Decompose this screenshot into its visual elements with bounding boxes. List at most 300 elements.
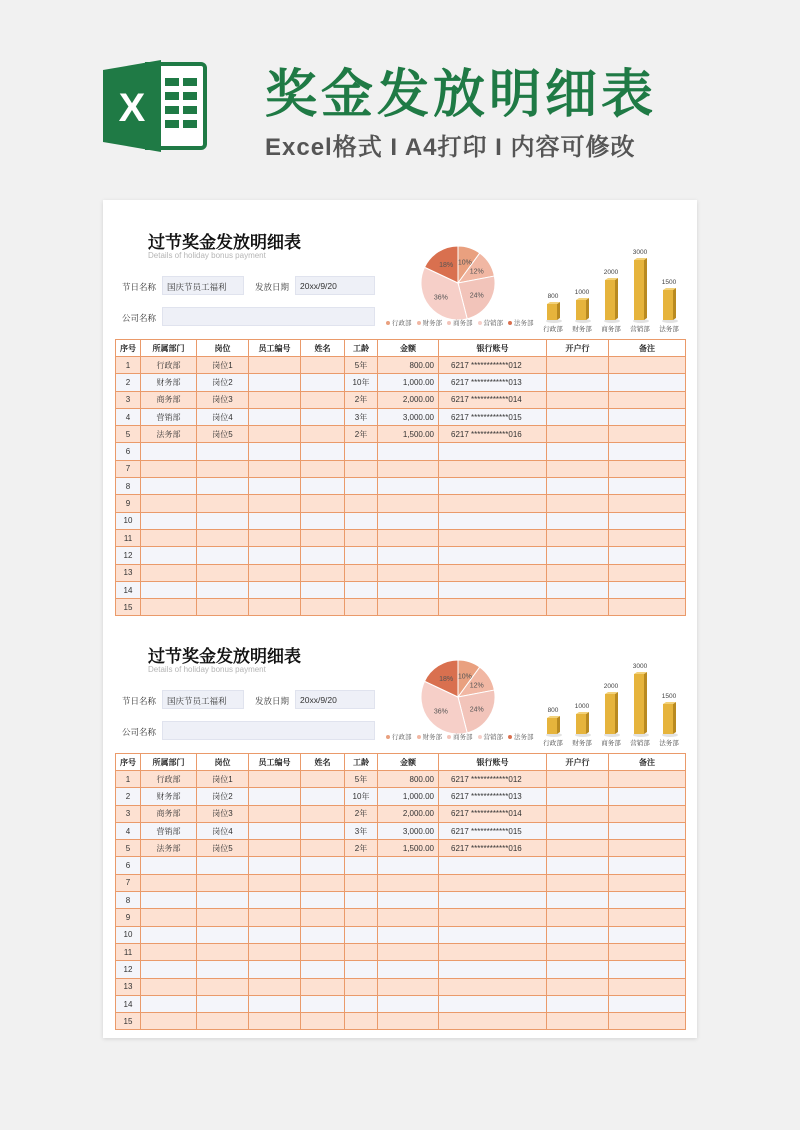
table-cell[interactable] — [249, 495, 301, 512]
table-cell[interactable]: 10年 — [345, 374, 378, 391]
table-cell[interactable]: 4 — [116, 408, 141, 425]
table-cell[interactable] — [345, 599, 378, 616]
table-cell[interactable]: 行政部 — [141, 357, 197, 374]
table-cell[interactable] — [249, 529, 301, 546]
table-cell[interactable]: 2年 — [345, 426, 378, 443]
table-cell[interactable] — [197, 478, 249, 495]
table-cell[interactable]: 13 — [116, 564, 141, 581]
table-cell[interactable] — [547, 788, 609, 805]
table-cell[interactable]: 2 — [116, 788, 141, 805]
table-cell[interactable] — [609, 978, 686, 995]
table-cell[interactable] — [345, 874, 378, 891]
table-cell[interactable]: 法务部 — [141, 426, 197, 443]
table-cell[interactable]: 6217 ************012 — [439, 771, 547, 788]
table-cell[interactable] — [547, 943, 609, 960]
table-cell[interactable] — [249, 599, 301, 616]
table-cell[interactable] — [249, 926, 301, 943]
table-cell[interactable]: 8 — [116, 892, 141, 909]
table-cell[interactable] — [301, 909, 345, 926]
table-cell[interactable] — [141, 909, 197, 926]
table-cell[interactable]: 岗位2 — [197, 374, 249, 391]
table-cell[interactable] — [378, 961, 439, 978]
table-cell[interactable] — [345, 581, 378, 598]
table-cell[interactable] — [197, 460, 249, 477]
table-cell[interactable] — [439, 926, 547, 943]
table-cell[interactable]: 11 — [116, 529, 141, 546]
table-cell[interactable] — [547, 495, 609, 512]
table-cell[interactable] — [301, 374, 345, 391]
table-cell[interactable] — [345, 529, 378, 546]
table-cell[interactable] — [609, 581, 686, 598]
table-cell[interactable] — [249, 874, 301, 891]
table-cell[interactable] — [249, 857, 301, 874]
table-cell[interactable] — [345, 857, 378, 874]
table-cell[interactable] — [301, 547, 345, 564]
table-cell[interactable]: 2年 — [345, 840, 378, 857]
table-cell[interactable] — [609, 391, 686, 408]
table-cell[interactable]: 岗位4 — [197, 822, 249, 839]
table-cell[interactable] — [609, 443, 686, 460]
table-cell[interactable] — [301, 581, 345, 598]
table-cell[interactable] — [301, 995, 345, 1012]
table-cell[interactable] — [249, 391, 301, 408]
table-cell[interactable]: 6 — [116, 857, 141, 874]
table-cell[interactable] — [609, 840, 686, 857]
table-cell[interactable] — [547, 374, 609, 391]
table-cell[interactable] — [249, 426, 301, 443]
festival-field[interactable]: 国庆节员工福利 — [162, 690, 244, 709]
table-cell[interactable] — [547, 857, 609, 874]
table-cell[interactable] — [547, 771, 609, 788]
table-cell[interactable] — [378, 1013, 439, 1030]
table-cell[interactable] — [345, 978, 378, 995]
table-cell[interactable] — [439, 892, 547, 909]
table-cell[interactable]: 3 — [116, 391, 141, 408]
table-cell[interactable]: 800.00 — [378, 771, 439, 788]
table-cell[interactable] — [345, 495, 378, 512]
table-cell[interactable] — [547, 599, 609, 616]
table-cell[interactable] — [141, 892, 197, 909]
table-cell[interactable] — [439, 978, 547, 995]
table-cell[interactable] — [378, 512, 439, 529]
table-cell[interactable] — [141, 478, 197, 495]
table-cell[interactable] — [197, 961, 249, 978]
table-cell[interactable]: 财务部 — [141, 788, 197, 805]
table-cell[interactable] — [249, 892, 301, 909]
table-cell[interactable] — [547, 391, 609, 408]
table-cell[interactable] — [439, 564, 547, 581]
table-cell[interactable] — [249, 478, 301, 495]
table-cell[interactable] — [547, 581, 609, 598]
table-cell[interactable] — [345, 460, 378, 477]
table-cell[interactable]: 11 — [116, 943, 141, 960]
table-cell[interactable] — [609, 874, 686, 891]
table-cell[interactable] — [301, 892, 345, 909]
table-cell[interactable] — [301, 874, 345, 891]
table-cell[interactable] — [547, 840, 609, 857]
table-cell[interactable] — [609, 771, 686, 788]
table-cell[interactable] — [301, 822, 345, 839]
table-cell[interactable] — [439, 478, 547, 495]
table-cell[interactable] — [301, 460, 345, 477]
table-cell[interactable] — [547, 926, 609, 943]
table-cell[interactable]: 10 — [116, 512, 141, 529]
table-cell[interactable] — [547, 892, 609, 909]
table-cell[interactable] — [345, 478, 378, 495]
table-cell[interactable] — [609, 943, 686, 960]
table-cell[interactable] — [439, 943, 547, 960]
table-cell[interactable]: 2 — [116, 374, 141, 391]
table-cell[interactable] — [439, 1013, 547, 1030]
table-cell[interactable] — [609, 478, 686, 495]
table-cell[interactable] — [378, 874, 439, 891]
table-cell[interactable] — [345, 564, 378, 581]
table-cell[interactable] — [141, 581, 197, 598]
table-cell[interactable] — [345, 547, 378, 564]
table-cell[interactable] — [547, 357, 609, 374]
table-cell[interactable]: 6 — [116, 443, 141, 460]
table-cell[interactable] — [439, 581, 547, 598]
table-cell[interactable] — [609, 426, 686, 443]
table-cell[interactable] — [249, 408, 301, 425]
table-cell[interactable] — [609, 995, 686, 1012]
table-cell[interactable] — [609, 892, 686, 909]
table-cell[interactable]: 岗位3 — [197, 391, 249, 408]
date-field[interactable]: 20xx/9/20 — [295, 690, 375, 709]
table-cell[interactable] — [249, 460, 301, 477]
table-cell[interactable] — [249, 357, 301, 374]
table-cell[interactable] — [249, 840, 301, 857]
table-cell[interactable] — [249, 805, 301, 822]
table-cell[interactable] — [197, 495, 249, 512]
table-cell[interactable] — [249, 788, 301, 805]
table-cell[interactable] — [301, 512, 345, 529]
table-cell[interactable] — [141, 857, 197, 874]
table-cell[interactable] — [609, 1013, 686, 1030]
table-cell[interactable] — [301, 426, 345, 443]
table-cell[interactable]: 12 — [116, 961, 141, 978]
table-cell[interactable] — [609, 408, 686, 425]
table-cell[interactable] — [609, 495, 686, 512]
table-cell[interactable]: 5 — [116, 426, 141, 443]
table-cell[interactable] — [301, 1013, 345, 1030]
table-cell[interactable]: 岗位1 — [197, 771, 249, 788]
table-cell[interactable] — [547, 1013, 609, 1030]
table-cell[interactable] — [439, 599, 547, 616]
company-field[interactable] — [162, 721, 375, 740]
table-cell[interactable] — [197, 943, 249, 960]
table-cell[interactable] — [378, 599, 439, 616]
table-cell[interactable]: 3年 — [345, 822, 378, 839]
table-cell[interactable]: 5年 — [345, 357, 378, 374]
table-cell[interactable] — [141, 978, 197, 995]
table-cell[interactable] — [547, 460, 609, 477]
table-cell[interactable] — [301, 408, 345, 425]
table-cell[interactable] — [547, 564, 609, 581]
table-cell[interactable] — [197, 512, 249, 529]
table-cell[interactable] — [141, 547, 197, 564]
table-cell[interactable]: 3年 — [345, 408, 378, 425]
table-cell[interactable] — [345, 443, 378, 460]
table-cell[interactable] — [141, 512, 197, 529]
table-cell[interactable]: 1,500.00 — [378, 840, 439, 857]
table-cell[interactable] — [439, 547, 547, 564]
table-cell[interactable] — [301, 357, 345, 374]
table-cell[interactable] — [609, 374, 686, 391]
table-cell[interactable] — [141, 529, 197, 546]
table-cell[interactable] — [301, 943, 345, 960]
table-cell[interactable] — [345, 943, 378, 960]
table-cell[interactable] — [547, 443, 609, 460]
table-cell[interactable] — [301, 788, 345, 805]
table-cell[interactable] — [249, 1013, 301, 1030]
table-cell[interactable]: 800.00 — [378, 357, 439, 374]
table-cell[interactable]: 商务部 — [141, 805, 197, 822]
table-cell[interactable] — [547, 426, 609, 443]
table-cell[interactable]: 6217 ************013 — [439, 374, 547, 391]
table-cell[interactable]: 13 — [116, 978, 141, 995]
table-cell[interactable] — [301, 495, 345, 512]
table-cell[interactable]: 财务部 — [141, 374, 197, 391]
table-cell[interactable] — [141, 599, 197, 616]
table-cell[interactable] — [197, 909, 249, 926]
table-cell[interactable] — [609, 529, 686, 546]
table-cell[interactable] — [141, 495, 197, 512]
table-cell[interactable] — [547, 961, 609, 978]
table-cell[interactable] — [249, 995, 301, 1012]
table-cell[interactable] — [609, 357, 686, 374]
table-cell[interactable] — [301, 529, 345, 546]
table-cell[interactable] — [249, 443, 301, 460]
table-cell[interactable] — [301, 443, 345, 460]
table-cell[interactable] — [249, 581, 301, 598]
table-cell[interactable] — [609, 857, 686, 874]
table-cell[interactable]: 6217 ************014 — [439, 805, 547, 822]
table-cell[interactable] — [197, 1013, 249, 1030]
table-cell[interactable] — [249, 943, 301, 960]
table-cell[interactable]: 2年 — [345, 805, 378, 822]
table-cell[interactable]: 行政部 — [141, 771, 197, 788]
table-cell[interactable] — [609, 822, 686, 839]
table-cell[interactable]: 9 — [116, 909, 141, 926]
table-cell[interactable] — [197, 978, 249, 995]
table-cell[interactable] — [547, 512, 609, 529]
table-cell[interactable] — [301, 771, 345, 788]
table-cell[interactable] — [378, 547, 439, 564]
table-cell[interactable] — [378, 581, 439, 598]
table-cell[interactable] — [609, 512, 686, 529]
table-cell[interactable] — [197, 599, 249, 616]
table-cell[interactable] — [378, 564, 439, 581]
table-cell[interactable] — [378, 892, 439, 909]
table-cell[interactable]: 岗位5 — [197, 426, 249, 443]
table-cell[interactable] — [301, 857, 345, 874]
table-cell[interactable] — [378, 943, 439, 960]
table-cell[interactable] — [609, 926, 686, 943]
table-cell[interactable]: 6217 ************015 — [439, 408, 547, 425]
table-cell[interactable] — [547, 478, 609, 495]
table-cell[interactable] — [439, 512, 547, 529]
table-cell[interactable] — [345, 909, 378, 926]
table-cell[interactable]: 4 — [116, 822, 141, 839]
table-cell[interactable]: 1,000.00 — [378, 788, 439, 805]
table-cell[interactable]: 营销部 — [141, 408, 197, 425]
table-cell[interactable]: 1,000.00 — [378, 374, 439, 391]
table-cell[interactable] — [439, 529, 547, 546]
table-cell[interactable]: 3 — [116, 805, 141, 822]
table-cell[interactable] — [141, 564, 197, 581]
table-cell[interactable]: 1,500.00 — [378, 426, 439, 443]
table-cell[interactable] — [547, 805, 609, 822]
table-cell[interactable]: 1 — [116, 357, 141, 374]
table-cell[interactable] — [249, 961, 301, 978]
table-cell[interactable] — [141, 961, 197, 978]
table-cell[interactable] — [301, 805, 345, 822]
table-cell[interactable] — [249, 547, 301, 564]
table-cell[interactable] — [439, 857, 547, 874]
table-cell[interactable] — [439, 495, 547, 512]
table-cell[interactable]: 6217 ************015 — [439, 822, 547, 839]
table-cell[interactable] — [439, 874, 547, 891]
table-cell[interactable] — [197, 995, 249, 1012]
table-cell[interactable] — [378, 460, 439, 477]
table-cell[interactable]: 法务部 — [141, 840, 197, 857]
table-cell[interactable] — [141, 1013, 197, 1030]
festival-field[interactable]: 国庆节员工福利 — [162, 276, 244, 295]
table-cell[interactable] — [378, 478, 439, 495]
table-cell[interactable] — [197, 874, 249, 891]
table-cell[interactable] — [301, 926, 345, 943]
table-cell[interactable]: 2年 — [345, 391, 378, 408]
table-cell[interactable] — [547, 874, 609, 891]
table-cell[interactable] — [301, 564, 345, 581]
table-cell[interactable] — [197, 926, 249, 943]
table-cell[interactable] — [141, 460, 197, 477]
table-cell[interactable] — [378, 995, 439, 1012]
table-cell[interactable]: 6217 ************016 — [439, 840, 547, 857]
table-cell[interactable]: 10 — [116, 926, 141, 943]
table-cell[interactable] — [609, 460, 686, 477]
table-cell[interactable] — [378, 529, 439, 546]
table-cell[interactable] — [378, 926, 439, 943]
table-cell[interactable]: 12 — [116, 547, 141, 564]
table-cell[interactable]: 6217 ************012 — [439, 357, 547, 374]
table-cell[interactable] — [609, 961, 686, 978]
date-field[interactable]: 20xx/9/20 — [295, 276, 375, 295]
table-cell[interactable] — [249, 564, 301, 581]
table-cell[interactable] — [378, 443, 439, 460]
table-cell[interactable] — [439, 460, 547, 477]
table-cell[interactable]: 2,000.00 — [378, 391, 439, 408]
table-cell[interactable] — [547, 978, 609, 995]
table-cell[interactable] — [197, 564, 249, 581]
table-cell[interactable]: 14 — [116, 581, 141, 598]
table-cell[interactable]: 岗位1 — [197, 357, 249, 374]
table-cell[interactable]: 3,000.00 — [378, 822, 439, 839]
table-cell[interactable] — [345, 1013, 378, 1030]
table-cell[interactable] — [439, 443, 547, 460]
table-cell[interactable]: 5年 — [345, 771, 378, 788]
table-cell[interactable] — [249, 978, 301, 995]
table-cell[interactable] — [249, 512, 301, 529]
table-cell[interactable] — [378, 857, 439, 874]
table-cell[interactable] — [301, 840, 345, 857]
table-cell[interactable] — [439, 909, 547, 926]
table-cell[interactable] — [249, 374, 301, 391]
table-cell[interactable]: 岗位2 — [197, 788, 249, 805]
table-cell[interactable] — [141, 874, 197, 891]
table-cell[interactable]: 15 — [116, 1013, 141, 1030]
table-cell[interactable] — [609, 564, 686, 581]
table-cell[interactable] — [301, 478, 345, 495]
table-cell[interactable] — [197, 443, 249, 460]
table-cell[interactable] — [609, 805, 686, 822]
table-cell[interactable] — [345, 995, 378, 1012]
table-cell[interactable]: 岗位4 — [197, 408, 249, 425]
table-cell[interactable] — [547, 529, 609, 546]
table-cell[interactable] — [345, 512, 378, 529]
table-cell[interactable] — [439, 961, 547, 978]
table-cell[interactable]: 营销部 — [141, 822, 197, 839]
table-cell[interactable] — [141, 995, 197, 1012]
table-cell[interactable] — [609, 909, 686, 926]
company-field[interactable] — [162, 307, 375, 326]
table-cell[interactable] — [301, 961, 345, 978]
table-cell[interactable]: 10年 — [345, 788, 378, 805]
table-cell[interactable] — [547, 408, 609, 425]
table-cell[interactable]: 1 — [116, 771, 141, 788]
table-cell[interactable] — [378, 978, 439, 995]
table-cell[interactable] — [609, 788, 686, 805]
table-cell[interactable] — [301, 391, 345, 408]
table-cell[interactable] — [547, 547, 609, 564]
table-cell[interactable] — [547, 995, 609, 1012]
table-cell[interactable] — [609, 599, 686, 616]
table-cell[interactable] — [547, 909, 609, 926]
table-cell[interactable] — [547, 822, 609, 839]
table-cell[interactable]: 商务部 — [141, 391, 197, 408]
table-cell[interactable] — [378, 909, 439, 926]
table-cell[interactable] — [197, 581, 249, 598]
table-cell[interactable]: 7 — [116, 460, 141, 477]
table-cell[interactable]: 岗位3 — [197, 805, 249, 822]
table-cell[interactable] — [378, 495, 439, 512]
table-cell[interactable]: 3,000.00 — [378, 408, 439, 425]
table-cell[interactable]: 岗位5 — [197, 840, 249, 857]
table-cell[interactable]: 6217 ************014 — [439, 391, 547, 408]
table-cell[interactable]: 9 — [116, 495, 141, 512]
table-cell[interactable]: 8 — [116, 478, 141, 495]
table-cell[interactable] — [197, 547, 249, 564]
table-cell[interactable]: 14 — [116, 995, 141, 1012]
table-cell[interactable] — [439, 995, 547, 1012]
table-cell[interactable]: 2,000.00 — [378, 805, 439, 822]
table-cell[interactable] — [197, 857, 249, 874]
table-cell[interactable] — [249, 909, 301, 926]
table-cell[interactable] — [141, 943, 197, 960]
table-cell[interactable] — [197, 529, 249, 546]
table-cell[interactable] — [345, 961, 378, 978]
table-cell[interactable] — [249, 771, 301, 788]
table-cell[interactable] — [345, 926, 378, 943]
table-cell[interactable] — [301, 599, 345, 616]
table-cell[interactable]: 15 — [116, 599, 141, 616]
table-cell[interactable] — [345, 892, 378, 909]
table-cell[interactable] — [141, 926, 197, 943]
table-cell[interactable]: 6217 ************016 — [439, 426, 547, 443]
table-cell[interactable]: 6217 ************013 — [439, 788, 547, 805]
table-cell[interactable]: 7 — [116, 874, 141, 891]
